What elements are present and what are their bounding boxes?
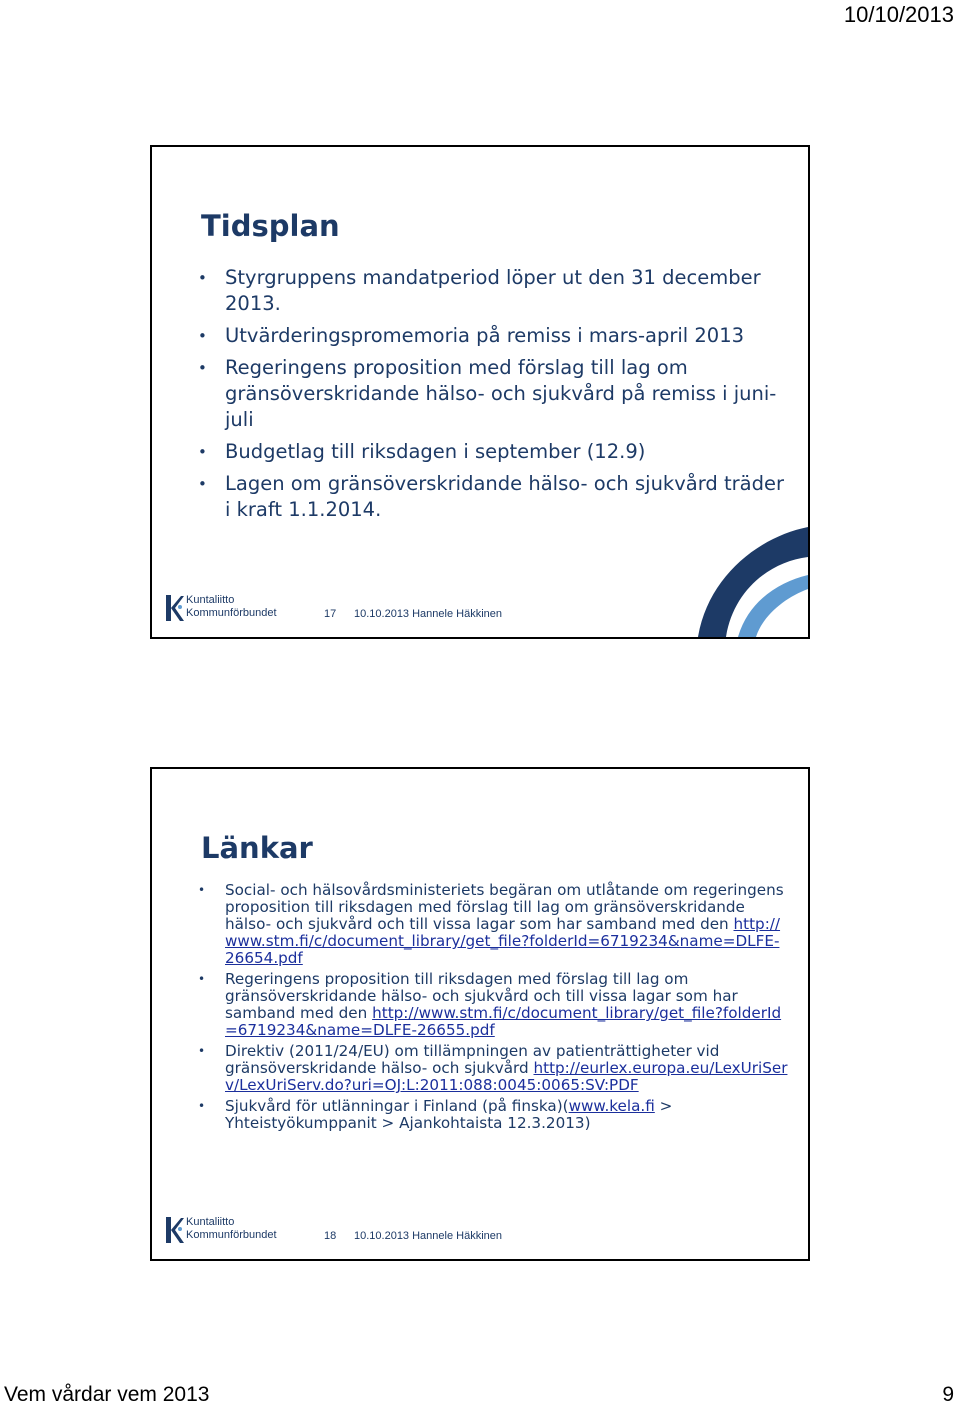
slide-title: Tidsplan [201,209,340,243]
logo-text [186,1216,277,1242]
slide-meta: 10.10.2013 Hannele Häkkinen [354,608,503,620]
document-link[interactable]: http://www.stm.fi/c/document_library/get_file?folderId=6719234&name=DLFE-26655.pdf [225,1004,782,1039]
bullet-item: • Styrgruppens mandatperiod löper ut den 31 december 2013. [198,265,788,317]
logo-line-2: Kommunförbundet [186,1229,277,1241]
logo-line-2: Kommunförbundet [186,607,277,619]
document-link[interactable]: http://eurlex.europa.eu/LexUriServ/LexUriServ.do?uri=OJ:L:2011:088:0045:0065:SV:PDF [225,1059,788,1094]
page-footer-title: Vem vårdar vem 2013 [4,1383,210,1406]
bullet-item: • Lagen om gränsöverskridande hälso- och sjukvård träder i kraft 1.1.2014. [198,471,788,523]
document-link[interactable]: http://www.stm.fi/c/document_library/get_file?folderId=6719234&name=DLFE-26654.pdf [225,915,781,967]
slide-footer [164,1215,584,1249]
logo-line-1: Kuntaliitto [186,1216,235,1228]
bullet-item [198,1098,788,1132]
page-number: 9 [942,1383,954,1406]
bullet-item: • Regeringens proposition med förslag till lag om gränsöverskridande hälso- och sjukvård på remiss i juni-juli [198,355,788,433]
bullet-item [198,882,788,967]
bullet-text-after: > Yhteistyökumppanit > Ajankohtaista 12.3.2013) [225,1097,673,1132]
bullet-list [198,265,788,529]
logo-text [186,594,277,620]
slide-meta: 10.10.2013 Hannele Häkkinen [354,1230,503,1242]
slide-number: 18 [324,1230,337,1242]
kuntaliitto-logo-icon [164,593,184,623]
bullet-text: Direktiv (2011/24/EU) om tillämpningen av patienträttigheter vid gränsöverskridande hälso- och sjukvård [225,1042,720,1077]
logo-line-1: Kuntaliitto [186,594,235,606]
bullet-item: • Budgetlag till riksdagen i september (12.9) [198,439,788,465]
bullet-item: • Utvärderingspromemoria på remiss i mars-april 2013 [198,323,788,349]
slide-lankar [150,767,810,1261]
bullet-text: Sjukvård för utlänningar i Finland (på finska)( [225,1097,569,1115]
slide-footer [164,593,584,627]
slide-tidsplan [150,145,810,639]
slide-number: 17 [324,608,337,620]
kuntaliitto-logo-icon [164,1215,184,1245]
bullet-list [198,882,788,1136]
slide-title: Länkar [201,831,313,865]
bullet-text: Social- och hälsovårdsministeriets begäran om utlåtande om regeringens proposition till riksdagen med förslag till lag om gränsöverskridande hälso- och sjukvård och till vissa lagar som har samband med den [225,881,784,933]
bullet-item [198,1043,788,1094]
kela-link[interactable]: www.kela.fi [568,1097,655,1115]
bullet-text: Regeringens proposition till riksdagen med förslag till lag om gränsöverskridande hälso- och sjukvård och till vissa lagar som har samband med den [225,970,738,1022]
page-date: 10/10/2013 [843,2,954,27]
swoosh-graphic [638,517,808,637]
bullet-item [198,971,788,1039]
